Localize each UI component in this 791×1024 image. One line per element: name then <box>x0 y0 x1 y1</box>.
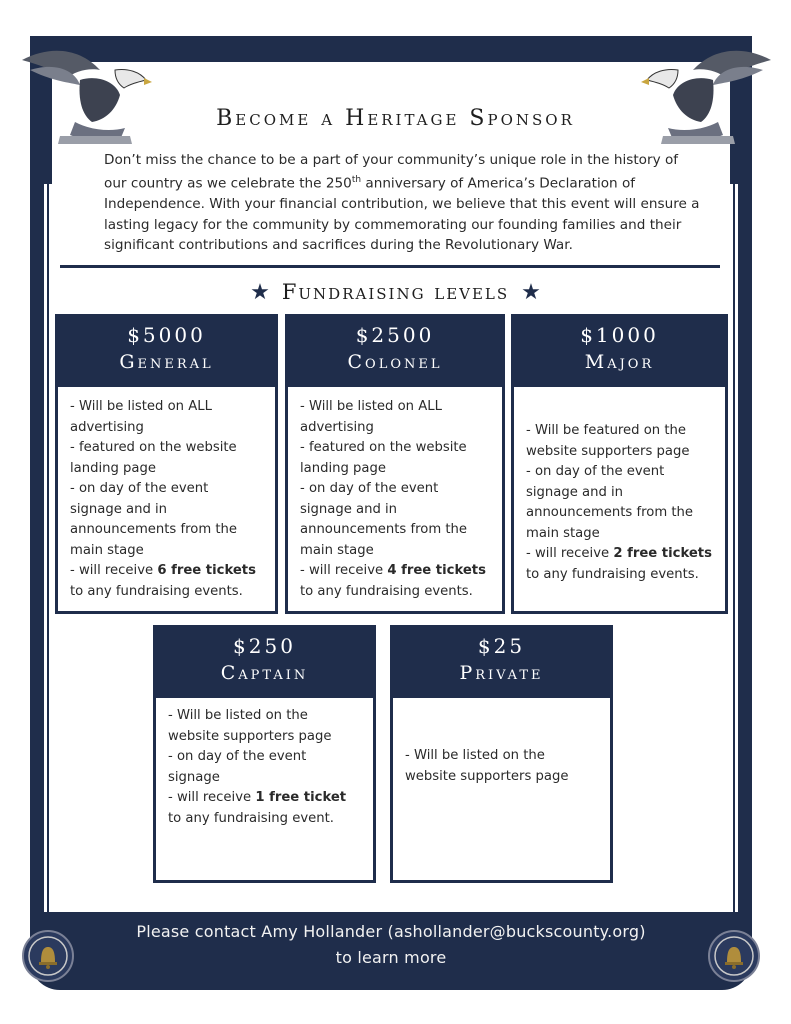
benefit-line: - on day of the event signage and in announcements from the main stage <box>526 464 694 541</box>
benefit-line: - featured on the website landing page <box>70 440 237 476</box>
eagle-right-icon <box>638 40 773 150</box>
benefit-line: - Will be listed on ALL advertising <box>70 399 212 435</box>
card-header <box>514 317 725 387</box>
tickets-count: 4 free tickets <box>387 563 486 578</box>
benefit-line: - Will be listed on the website supporters page <box>405 748 569 784</box>
star-right-icon: ★ <box>521 280 541 305</box>
intro-text-part-1: Don’t miss the chance to be a part of your community’s unique role in the history of our country as we celebrate the 250 <box>104 152 679 192</box>
benefit-line: - on day of the event signage <box>168 749 307 785</box>
sponsor-card-private <box>390 625 613 883</box>
card-rank: Captain <box>220 662 309 684</box>
card-benefits <box>58 387 275 611</box>
card-benefits <box>288 387 502 611</box>
card-price: $25 <box>477 634 526 658</box>
benefit-line: - Will be listed on ALL advertising <box>300 399 442 435</box>
tickets-suffix: to any fundraising event. <box>168 810 334 826</box>
sponsor-card-major <box>511 314 728 614</box>
card-price: $250 <box>233 634 296 658</box>
benefit-tickets <box>526 544 713 585</box>
footer-contact <box>30 912 752 990</box>
sponsor-card-colonel <box>285 314 505 614</box>
liberty-bell-seal-left-icon <box>22 930 74 982</box>
benefit-tickets <box>300 561 490 602</box>
card-benefits <box>514 387 725 611</box>
benefit-line: - on day of the event signage and in announcements from the main stage <box>70 481 238 558</box>
sponsor-card-captain <box>153 625 376 883</box>
levels-heading <box>0 280 791 305</box>
contact-line: Please contact Amy Hollander (ashollander@buckscounty.org) <box>136 922 646 941</box>
benefit-line: - Will be featured on the website supporters page <box>526 423 690 459</box>
benefit-line: - on day of the event signage and in announcements from the main stage <box>300 481 468 558</box>
card-benefits <box>156 698 373 880</box>
intro-paragraph <box>104 150 704 256</box>
star-left-icon: ★ <box>250 280 270 305</box>
tickets-count: 2 free tickets <box>613 546 712 561</box>
card-header <box>393 628 610 698</box>
benefit-line: - featured on the website landing page <box>300 440 467 476</box>
tickets-prefix: - will receive <box>168 790 256 805</box>
tickets-suffix: to any fundraising events. <box>70 583 243 599</box>
benefit-tickets <box>168 788 361 829</box>
levels-heading-text: Fundraising levels <box>281 280 510 304</box>
tickets-prefix: - will receive <box>70 563 158 578</box>
tickets-count: 6 free tickets <box>157 563 256 578</box>
eagle-left-icon <box>20 40 155 150</box>
page-title: Become a Heritage Sponsor <box>216 106 575 131</box>
card-benefits <box>393 698 610 880</box>
intro-text-part-2: anniversary of America’s Declaration of Independence. With your financial contribution, we believe that this event will ensure a lasting legacy for the community by commemorating our founding families and their significant contributions and sacrifices during the Revolutionary War. <box>104 175 700 254</box>
benefit-line: - Will be listed on the website supporters page <box>168 708 332 744</box>
card-header <box>156 628 373 698</box>
tickets-prefix: - will receive <box>526 546 614 561</box>
card-price: $2500 <box>355 323 435 347</box>
card-rank: Private <box>459 662 544 684</box>
card-price: $1000 <box>580 323 659 347</box>
benefit-tickets <box>70 561 263 602</box>
liberty-bell-seal-right-icon <box>708 930 760 982</box>
card-rank: General <box>119 351 214 373</box>
card-header <box>288 317 502 387</box>
tickets-count: 1 free ticket <box>255 790 347 805</box>
card-rank: Colonel <box>347 351 443 373</box>
card-header <box>58 317 275 387</box>
card-price: $5000 <box>127 323 206 347</box>
tickets-prefix: - will receive <box>300 563 388 578</box>
intro-superscript: th <box>351 175 362 186</box>
tickets-suffix: to any fundraising events. <box>300 583 473 599</box>
tickets-suffix: to any fundraising events. <box>526 566 699 582</box>
card-rank: Major <box>584 351 655 373</box>
learn-more-line: to learn more <box>335 948 447 967</box>
section-divider <box>60 265 720 268</box>
sponsor-card-general <box>55 314 278 614</box>
